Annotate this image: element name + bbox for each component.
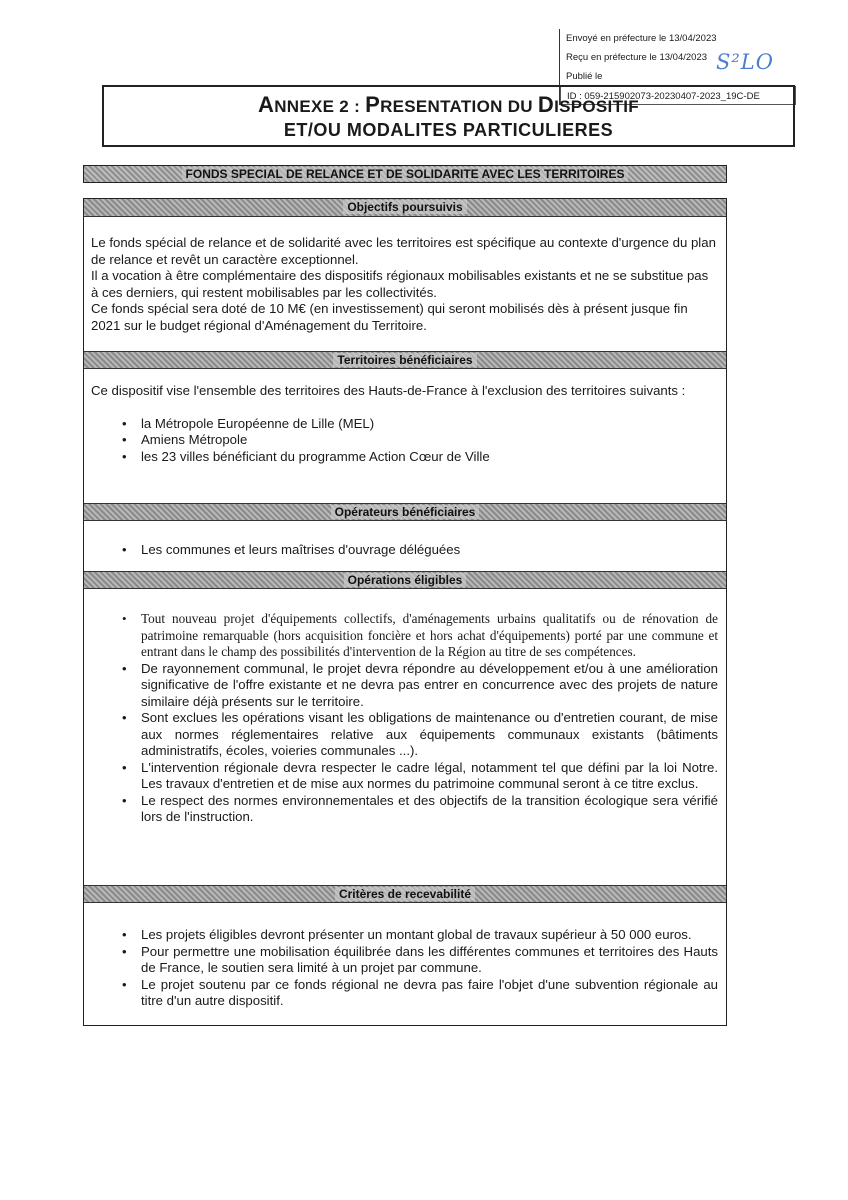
list-item-text: Les projets éligibles devront présenter un montant global de travaux supérieur à 50 000 euros. (141, 927, 692, 942)
title-initial-p: P (365, 92, 381, 117)
section-title-operations: Opérations éligibles (344, 573, 467, 587)
list-item: • Amiens Métropole (122, 432, 248, 447)
stamp-sent: Envoyé en préfecture le 13/04/2023 (566, 33, 717, 44)
title-initial-d: D (537, 92, 555, 117)
list-item-text: L'intervention régionale devra respecter le cadre légal, notamment tel que défini par la loi Notre. Les travaux d'entretien et de mise aux normes du patrimoine communal seront à ce titre exclus. (141, 759, 718, 791)
section-body-criteres (84, 903, 726, 1010)
operations-list (91, 611, 718, 826)
territoires-intro: Ce dispositif vise l'ensemble des territoires des Hauts-de-France à l'exclusion des territoires suivants : (91, 383, 686, 398)
section-body-territoires (84, 369, 726, 503)
operateurs-list (91, 542, 718, 559)
list-item-text: Amiens Métropole (141, 432, 248, 447)
list-item-text: Sont exclues les opérations visant les obligations de maintenance ou d'entretien courant, de mise aux normes réglementaires relative aux équipements communaux existants (bâtiments administratifs, écoles, voieries communales ...). (141, 710, 718, 758)
list-item: • De rayonnement communal, le projet devra répondre au développement et/ou à une amélioration significative de l'offre existante et ne devra pas entrer en concurrence avec des projets de nature similaire déjà présents sur le territoire. (122, 660, 718, 709)
list-item: • Sont exclues les opérations visant les obligations de maintenance ou d'entretien courant, de mise aux normes réglementaires relative aux équipements communaux existants (bâtiments administratifs, écoles, voieries communales ...). (122, 710, 718, 758)
list-item-text: la Métropole Européenne de Lille (MEL) (141, 415, 375, 431)
list-item: • Le respect des normes environnementales et des objectifs de la transition écologique sera vérifié lors de l'instruction. (122, 792, 718, 824)
section-header-operations (84, 571, 726, 589)
objectifs-paragraph-1: Le fonds spécial de relance et de solidarité avec les territoires est spécifique au contexte d'urgence du plan de relance et revêt un caractère exceptionnel. (91, 235, 716, 267)
list-item-text: Pour permettre une mobilisation équilibrée dans les différentes communes et territoires des Hauts de France, le soutien sera limité à un projet par commune. (141, 943, 718, 975)
list-item-text: Le respect des normes environnementales et des objectifs de la transition écologique sera vérifié lors de l'instruction. (141, 792, 718, 824)
content-box (83, 198, 727, 1026)
title-line-1 (104, 92, 793, 118)
list-item: • les 23 villes bénéficiant du programme Action Cœur de Ville (122, 448, 490, 464)
section-title-criteres: Critères de recevabilité (335, 887, 475, 901)
section-body-operateurs (84, 521, 726, 571)
section-header-criteres (84, 885, 726, 903)
objectifs-paragraph-3: Ce fonds spécial sera doté de 10 M€ (en investissement) qui seront mobilisés dès à présent jusque fin 2021 sur le budget régional d'Aménagement du Territoire. (91, 301, 688, 333)
list-item: • Les projets éligibles devront présenter un montant global de travaux supérieur à 50 000 euros. (122, 927, 692, 942)
list-item: • Tout nouveau projet d'équipements collectifs, d'aménagements urbains qualitatifs ou de rénovation de patrimoine remarquable (hors acquisition foncière et hors achat d'équipements) porté par une commune et entrant dans le champ des possibilités d'intervention de la Région au titre de ses compétences. (122, 611, 718, 659)
section-title-objectifs: Objectifs poursuivis (343, 200, 466, 214)
objectifs-paragraph-2: Il a vocation à être complémentaire des dispositifs régionaux mobilisables existants et ne se substitue pas à ces derniers, qui restent mobilisables par les collectivités. (91, 268, 709, 300)
section-header-objectifs (84, 199, 726, 217)
section-title-territoires: Territoires bénéficiaires (333, 353, 476, 367)
list-item-text: Les communes et leurs maîtrises d'ouvrage déléguées (141, 542, 461, 557)
section-header-territoires (84, 351, 726, 369)
fund-banner-label: FONDS SPECIAL DE RELANCE ET DE SOLIDARITE AVEC LES TERRITOIRES (182, 167, 629, 181)
title-resentation: RESENTATION DU (380, 97, 538, 116)
fund-banner (83, 165, 727, 183)
title-initial-a: A (258, 92, 275, 117)
list-item: • L'intervention régionale devra respecter le cadre légal, notamment tel que défini par la loi Notre. Les travaux d'entretien et de mise aux normes du patrimoine communal seront à ce titre exclus. (122, 759, 718, 791)
list-item-text: De rayonnement communal, le projet devra répondre au développement et/ou à une amélioration significative de l'offre existante et ne devra pas entrer en concurrence avec des projets de nature similaire déjà présents sur le territoire. (141, 660, 718, 709)
criteres-list (91, 927, 718, 1010)
section-body-operations (84, 589, 726, 885)
list-item: • la Métropole Européenne de Lille (MEL) (122, 415, 375, 431)
stamp-received: Reçu en préfecture le 13/04/2023 (566, 52, 708, 63)
section-body-objectifs (84, 217, 726, 351)
section-header-operateurs (84, 503, 726, 521)
list-item: • Les communes et leurs maîtrises d'ouvrage déléguées (122, 542, 461, 557)
title-nnexe: NNEXE 2 : (274, 97, 366, 116)
stamp-id: ID : 059-215902073-20230407-2023_19C-DE (560, 86, 796, 105)
stamp-published: Publié le (566, 71, 603, 82)
list-item: • Pour permettre une mobilisation équilibrée dans les différentes communes et territoires des Hauts de France, le soutien sera limité à un projet par commune. (122, 943, 718, 975)
signature-logo: S²LO (716, 50, 774, 74)
annex-title-box (102, 85, 795, 147)
section-title-operateurs: Opérateurs bénéficiaires (331, 505, 480, 519)
territoires-list (91, 416, 718, 466)
title-ispositif: ISPOSITIF (554, 97, 639, 116)
list-item-text: Tout nouveau projet d'équipements collectifs, d'aménagements urbains qualitatifs ou de rénovation de patrimoine remarquable (hors acquisition foncière et hors achat d'équipements) porté par une commune et entrant dans le champ des possibilités d'intervention de la Région au titre de ses compétences. (141, 611, 718, 659)
list-item-text: Le projet soutenu par ce fonds régional ne devra pas faire l'objet d'une subvention régionale au titre d'un autre dispositif. (141, 976, 718, 1008)
list-item-text: les 23 villes bénéficiant du programme Action Cœur de Ville (141, 448, 490, 464)
title-line-2: ET/OU MODALITES PARTICULIERES (283, 120, 614, 140)
list-item: • Le projet soutenu par ce fonds régional ne devra pas faire l'objet d'une subvention régionale au titre d'un autre dispositif. (122, 976, 718, 1008)
